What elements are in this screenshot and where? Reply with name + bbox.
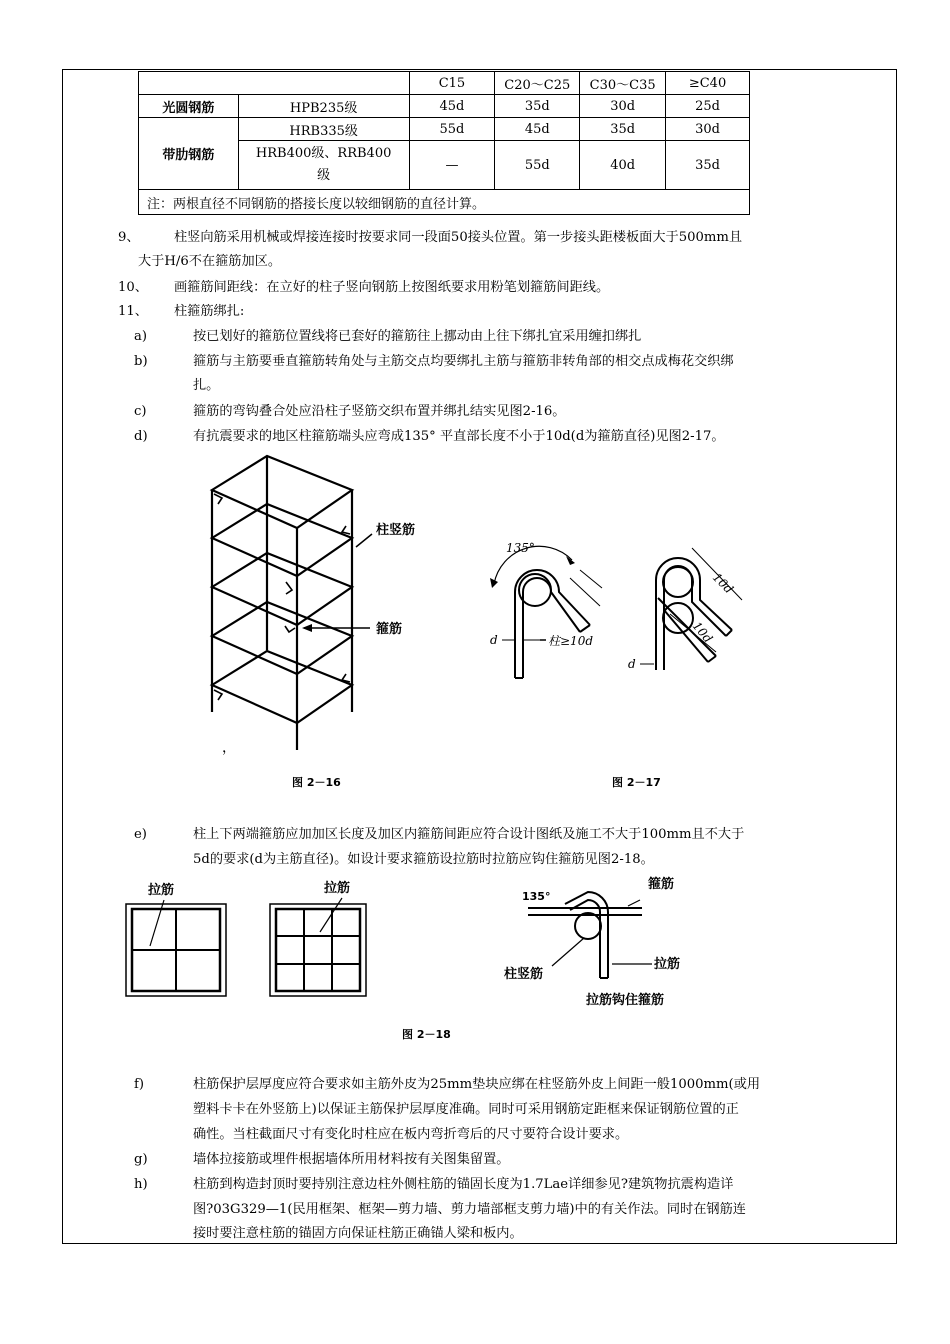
item-number: b) <box>134 354 148 369</box>
table-cell: 35d <box>580 118 666 141</box>
item-number: 9、 <box>118 230 140 245</box>
item-number: 10、 <box>118 280 148 295</box>
table-note: 注：两根直径不同钢筋的搭接长度以较细钢筋的直径计算。 <box>139 190 750 215</box>
figure-caption: 图 2－16 <box>292 776 341 789</box>
item-number: g) <box>134 1152 148 1167</box>
table-cell: 25d <box>666 95 750 118</box>
table-cell: 55d <box>409 118 495 141</box>
table-header-cell: C20～C25 <box>495 72 580 95</box>
table-cell: 35d <box>495 95 580 118</box>
item-number: 11、 <box>118 304 148 319</box>
figure-caption: 图 2－17 <box>612 776 661 789</box>
item-text: 塑料卡卡在外竖筋上)以保证主筋保护层厚度准确。同时可采用钢筋定距框来保证钢筋位置的正 <box>193 1102 739 1117</box>
item-text: 柱筋保护层厚度应符合要求如主筋外皮为25mm垫块应绑在柱竖筋外皮上间距一般1000mm(或用 <box>193 1077 761 1092</box>
hook-drawing <box>490 546 742 678</box>
table-group-cell: 光圆钢筋 <box>139 95 239 118</box>
item-number: c) <box>134 404 147 419</box>
stray-comma: ， <box>222 740 236 756</box>
table-note-row <box>139 190 750 215</box>
table-row <box>139 118 750 141</box>
table-grade-cell: HRB400级、RRB400级 <box>238 141 409 190</box>
table-cell: 35d <box>666 141 750 190</box>
table-cell: 55d <box>495 141 580 190</box>
table-row <box>139 95 750 118</box>
table-header-cell: C30～C35 <box>580 72 666 95</box>
item-text: 接时要注意柱筋的锚固方向保证柱筋正确锚人梁和板内。 <box>193 1226 523 1241</box>
item-number: f) <box>134 1077 145 1092</box>
item-text: 确性。当柱截面尺寸有变化时柱应在板内弯折弯后的尺寸要符合设计要求。 <box>193 1127 629 1142</box>
table-group-cell: 带肋钢筋 <box>139 118 239 190</box>
lap-length-table <box>138 71 750 215</box>
label-vertical-bar: 柱竖筋 <box>376 523 416 538</box>
table-grade-cell: HRB335级 <box>238 118 409 141</box>
item-text: 扎。 <box>193 378 220 393</box>
table-cell: 30d <box>580 95 666 118</box>
figure-caption: 图 2－18 <box>402 1028 451 1041</box>
item-number: d) <box>134 429 148 444</box>
table-grade-cell: HPB235级 <box>238 95 409 118</box>
angle-label: 135° <box>522 890 551 903</box>
figure-2-16 <box>200 450 460 800</box>
item-number: h) <box>134 1177 148 1192</box>
item-text: 画箍筋间距线：在立好的柱子竖向钢筋上按图纸要求用粉笔划箍筋间距线。 <box>174 280 610 295</box>
item-text: 柱上下两端箍筋应加加区长度及加区内箍筋间距应符合设计图纸及施工不大于100mm且不大于 <box>193 827 745 842</box>
item-text: 柱竖向筋采用机械或焊接连接时按要求同一段面50接头位置。第一步接头距楼板面大于500mm且 <box>174 230 743 245</box>
item-text: 5d的要求(d为主筋直径)。如设计要求箍筋设拉筋时拉筋应钩住箍筋见图2-18。 <box>193 852 654 867</box>
label-vertical-bar: 柱竖筋 <box>504 967 544 982</box>
item-text: 箍筋的弯钩叠合处应沿柱子竖筋交织布置并绑扎结实见图2-16。 <box>193 404 566 419</box>
item-text: 有抗震要求的地区柱箍筋端头应弯成135° 平直部长度不小于10d(d为箍筋直径)见图2-17。 <box>193 429 725 444</box>
table-cell: 45d <box>409 95 495 118</box>
label-tie-bar: 拉筋 <box>324 881 351 896</box>
column-length-label: 柱≥10d <box>548 634 594 648</box>
label-stirrup: 箍筋 <box>376 622 403 637</box>
figure-2-17 <box>480 530 740 790</box>
column-cage-drawing <box>212 456 372 750</box>
label-hook: 拉筋钩住箍筋 <box>586 993 665 1008</box>
table-cell: 40d <box>580 141 666 190</box>
length-label: 10d <box>709 570 737 597</box>
tie-bar-drawing <box>126 892 652 996</box>
label-stirrup: 箍筋 <box>648 877 675 892</box>
item-number: a) <box>134 329 148 344</box>
table-cell: — <box>409 141 495 190</box>
table-header-cell: C15 <box>409 72 495 95</box>
table-header-cell: ≥C40 <box>666 72 750 95</box>
table-cell: 45d <box>495 118 580 141</box>
item-text: 箍筋与主筋要垂直箍筋转角处与主筋交点均要绑扎主筋与箍筋非转角部的相交点成梅花交织绑 <box>193 354 734 369</box>
d-label: d <box>490 633 498 647</box>
d-label: d <box>628 657 636 671</box>
item-text: 按已划好的箍筋位置线将已套好的箍筋往上挪动由上往下绑扎宜采用缠扣绑扎 <box>193 329 642 344</box>
label-tie-bar: 拉筋 <box>654 957 681 972</box>
figure-2-18 <box>120 872 700 1052</box>
label-tie-bar: 拉筋 <box>148 883 175 898</box>
table-header-row <box>139 72 750 95</box>
item-text: 大于H/6不在箍筋加区。 <box>138 254 282 269</box>
item-number: e) <box>134 827 147 842</box>
length-label: 10d <box>689 618 716 646</box>
item-text: 柱筋到构造封顶时要持别注意边柱外侧柱筋的锚固长度为1.7Lae详细参见?建筑物抗震构造详 <box>193 1177 734 1192</box>
item-text: 图?03G329—1(民用框架、框架—剪力墙、剪力墙部框支剪力墙)中的有关作法。同时在钢筋连 <box>193 1202 746 1217</box>
angle-label: 135° <box>506 541 535 555</box>
item-text: 柱箍筋绑扎: <box>174 304 245 319</box>
item-text: 墙体拉接筋或埋件根据墙体所用材料按有关图集留置。 <box>193 1152 510 1167</box>
table-cell: 30d <box>666 118 750 141</box>
